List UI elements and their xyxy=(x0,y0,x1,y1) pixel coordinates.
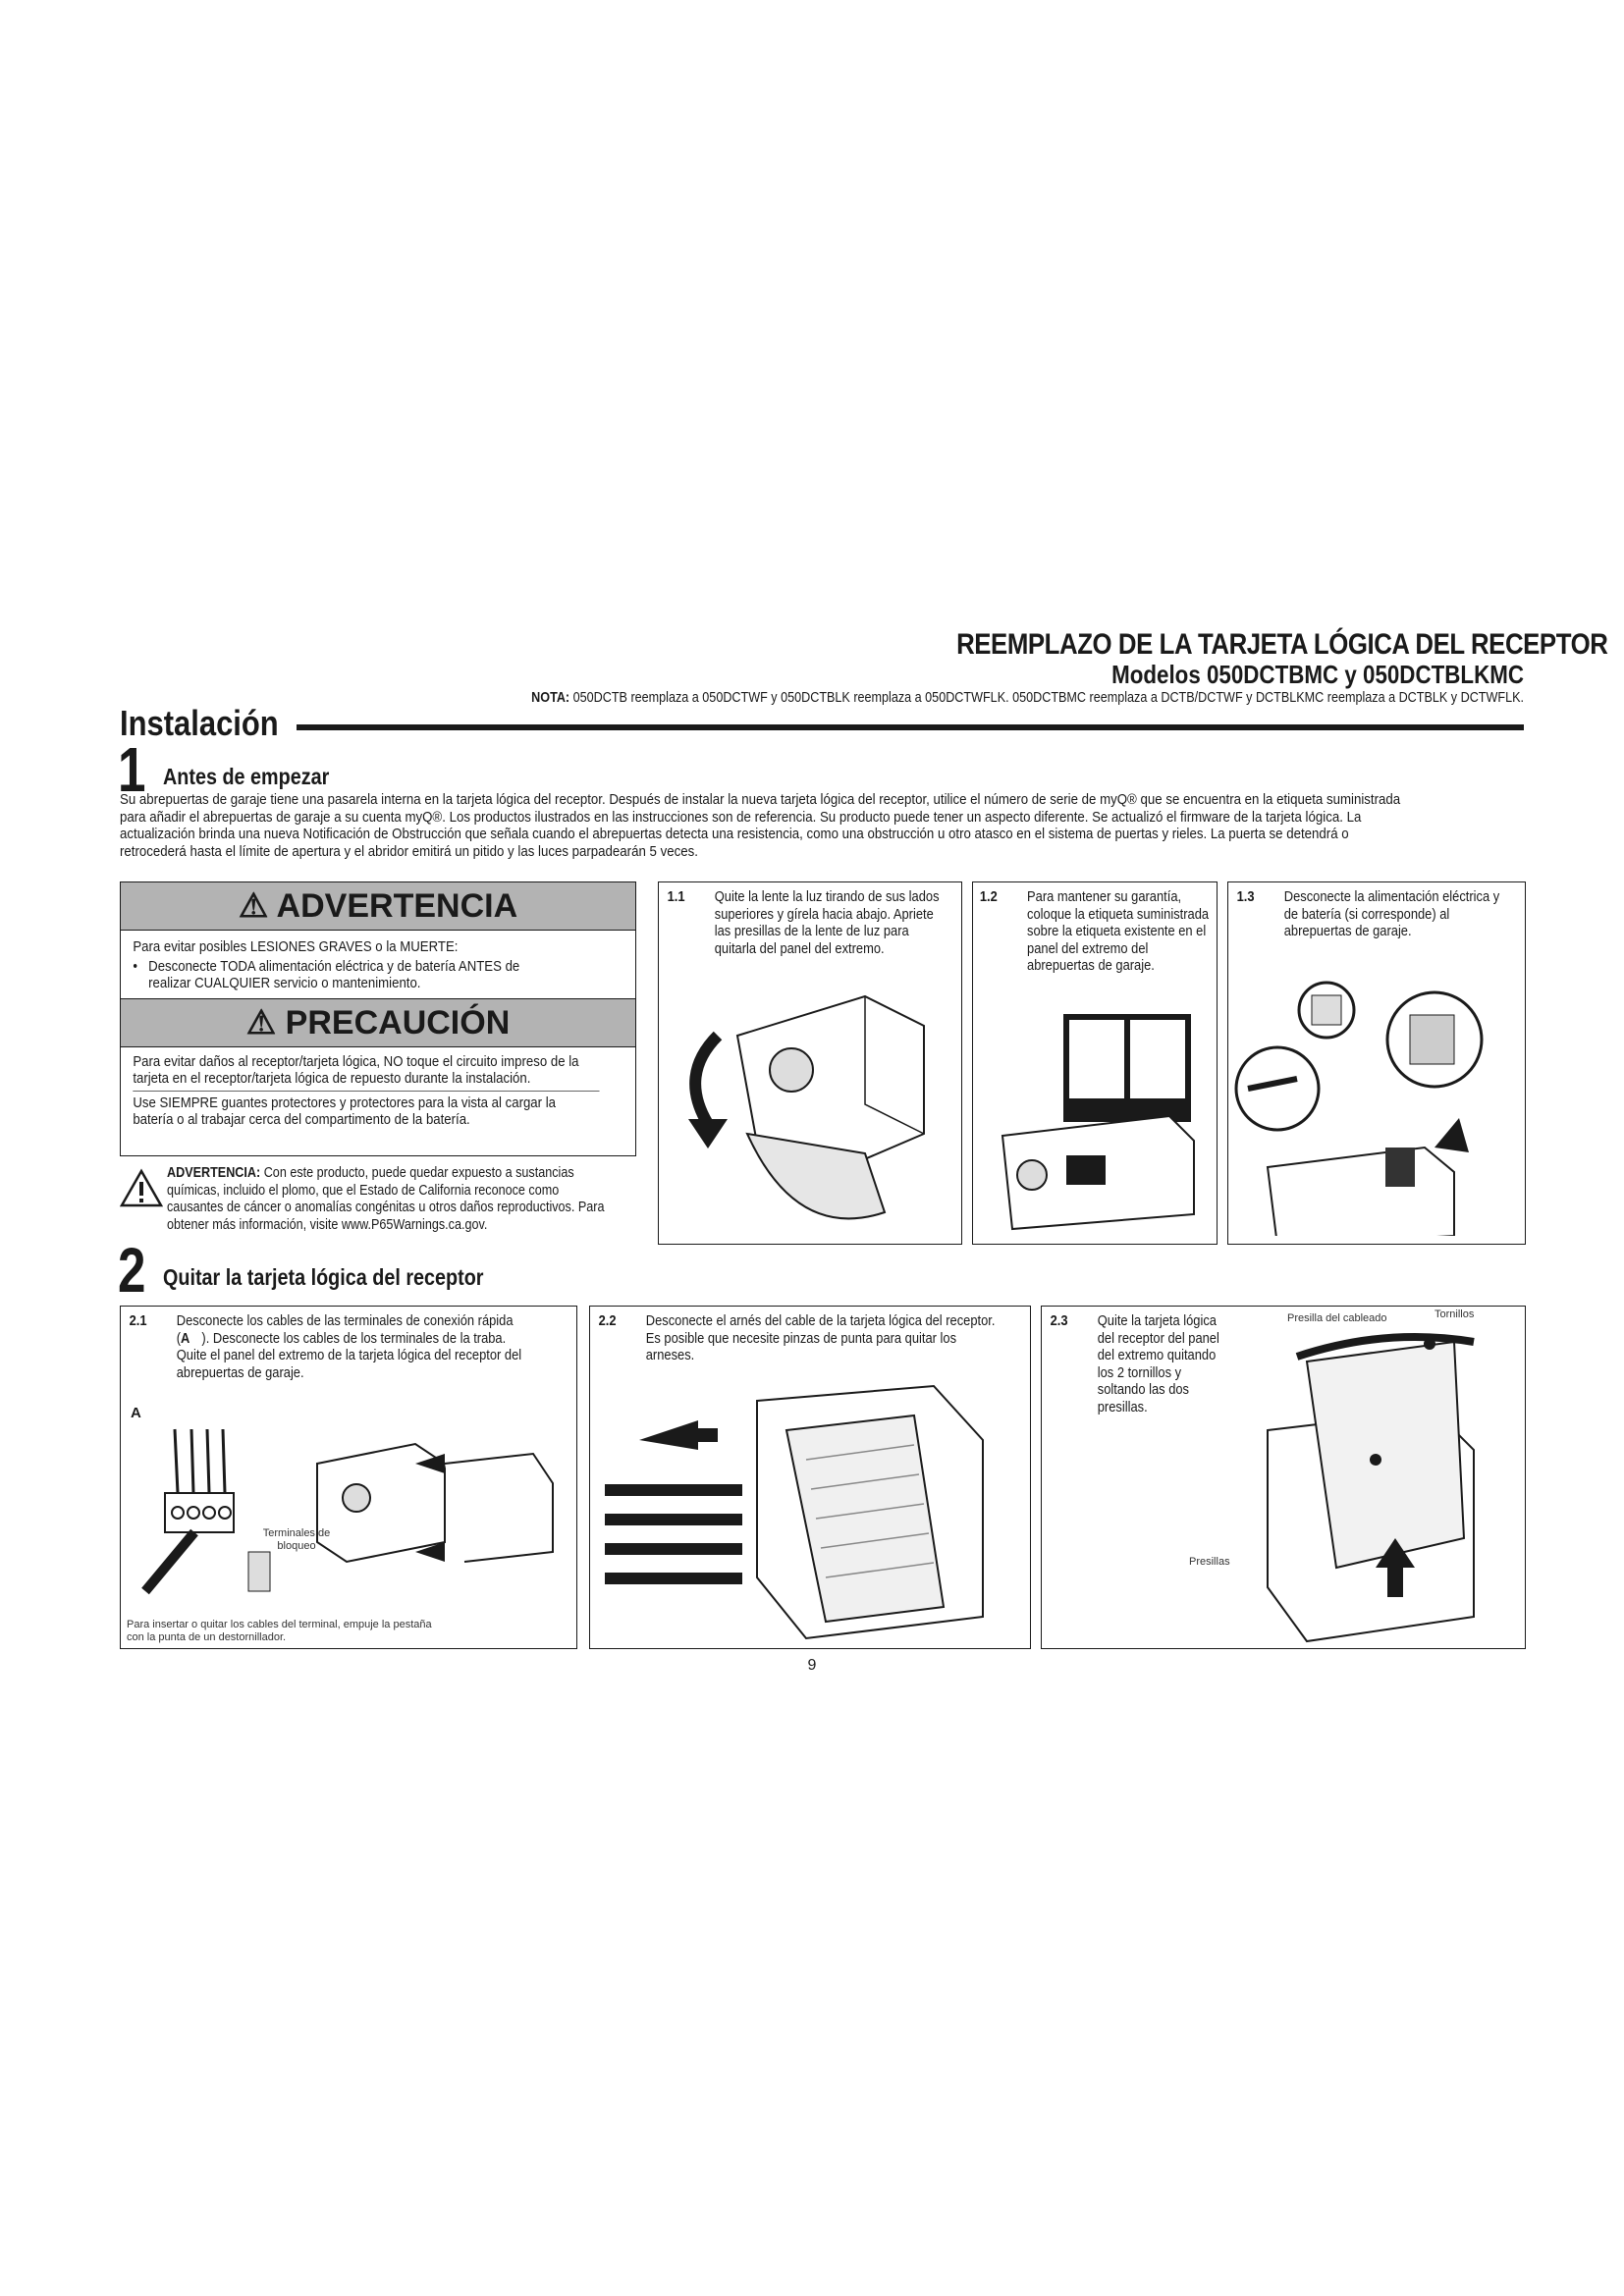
page-title: REEMPLAZO DE LA TARJETA LÓGICA DEL RECEPTOR xyxy=(956,628,1608,661)
step-2-1-desc-bold: A xyxy=(181,1329,190,1347)
step-2-1-desc-b: ). Desconecte los cables de los terminales de la traba. Quite el panel del extremo de la tarjeta lógica del receptor del abrepuertas de garaje. xyxy=(176,1329,522,1381)
step-2-1-desc-a: Desconecte los cables de las terminales de conexión rápida ( xyxy=(176,1312,514,1347)
warranty-label-illustration xyxy=(973,1008,1215,1244)
prop65-text-block xyxy=(167,1164,613,1233)
step-2-1-text xyxy=(121,1307,568,1387)
power-disconnect-illustration xyxy=(1228,981,1523,1236)
step-2-1-panel xyxy=(120,1306,577,1649)
step-2-3-num: 2.3 xyxy=(1050,1312,1068,1329)
step-1-3-text xyxy=(1228,882,1524,946)
caution-para2: Use SIEMPRE guantes protectores y protectores para la vista al cargar la batería o al trabajar cerca del compartimento de la batería. xyxy=(133,1094,556,1128)
step-1-2-num: 1.2 xyxy=(979,888,998,905)
step-1-3-num: 1.3 xyxy=(1236,888,1255,905)
caution-heading-text: PRECAUCIÓN xyxy=(285,1003,511,1041)
caution-triangle-icon: ⚠ xyxy=(245,1003,277,1041)
warning-heading-text: ADVERTENCIA xyxy=(276,887,518,925)
warning-triangle-icon: ⚠ xyxy=(238,887,269,925)
step2-number: 2 xyxy=(118,1235,146,1306)
step-1-3-panel xyxy=(1227,881,1526,1245)
warning-line: Para evitar posibles LESIONES GRAVES o la MUERTE: xyxy=(133,938,459,955)
step-2-1-num: 2.1 xyxy=(129,1312,147,1329)
step-2-2-num: 2.2 xyxy=(598,1312,617,1329)
warning-body xyxy=(121,931,628,998)
step1-title: Antes de empezar xyxy=(163,764,330,789)
step-2-3-desc: Quite la tarjeta lógica del receptor del panel del extremo quitando los 2 tornillos y soltando las dos presillas. xyxy=(1097,1312,1219,1415)
wire-harness-illustration xyxy=(590,1381,1028,1646)
quick-connect-terminals-illustration xyxy=(121,1424,574,1601)
page-number: 9 xyxy=(807,1657,817,1674)
step-2-2-panel xyxy=(589,1306,1031,1649)
prop65-label: ADVERTENCIA: xyxy=(167,1164,261,1181)
note-line xyxy=(516,689,1524,706)
safety-box xyxy=(120,881,636,1156)
step-1-1-text xyxy=(659,882,963,963)
light-lens-illustration xyxy=(659,977,959,1242)
step1-number: 1 xyxy=(118,734,146,805)
caution-heading xyxy=(121,998,635,1047)
caution-body xyxy=(121,1047,628,1135)
step-2-1-desc xyxy=(177,1312,540,1381)
warning-heading xyxy=(121,882,635,931)
section-title: Instalación xyxy=(120,703,279,743)
note-text: 050DCTB reemplaza a 050DCTWF y 050DCTBLK reemplaza a 050DCTWFLK. 050DCTBMC reemplaza a DCTB/DCTWF y DCTBLKMC reemplaza a DCTBLK y DCTWFLK. xyxy=(572,689,1524,706)
step-1-1-desc: Quite la lente la luz tirando de sus lados superiores y gírela hacia abajo. Apriete las presillas de la lente de luz para quitarla del panel del extremo. xyxy=(714,888,940,957)
terminal-caption: Para insertar o quitar los cables del terminal, empuje la pestaña con la punta de un destornillador. xyxy=(127,1619,432,1643)
step-1-1-num: 1.1 xyxy=(667,888,685,905)
step-2-2-text xyxy=(590,1307,1029,1370)
figure-label-a: A xyxy=(131,1405,141,1421)
step-1-1-panel xyxy=(658,881,962,1245)
screws-label: Tornillos xyxy=(1435,1308,1475,1320)
caution-para1: Para evitar daños al receptor/tarjeta lógica, NO toque el circuito impreso de la tarjeta en el receptor/tarjeta lógica de repuesto durante la instalación. xyxy=(133,1053,599,1092)
step-1-3-desc: Desconecte la alimentación eléctrica y de batería (si corresponde) al abrepuertas de garaje. xyxy=(1283,888,1500,939)
step-2-3-panel xyxy=(1041,1306,1526,1649)
terminals-label: Terminales de bloqueo xyxy=(262,1527,331,1552)
prop65-text: Con este producto, puede quedar expuesto a sustancias químicas, incluido el plomo, que el Estado de California reconoce como causantes de cáncer o anomalías congénitas u otros daños reproductivos. Para obtener más información, visite www.P65Warnings.ca.gov. xyxy=(167,1164,605,1233)
step1-intro: Su abrepuertas de garaje tiene una pasarela interna en la tarjeta lógica del receptor. Después de instalar la nueva tarjeta lógica del receptor, utilice el número de serie de myQ® que se encuentra en la etiqueta suministrada para añadir el abrepuertas de garaje a su cuenta myQ®. Los productos ilustrados en las instrucciones son de referencia. Su producto puede tener un aspecto diferente. Se actualizó el firmware de la tarjeta lógica. La actualización brinda una nueva Notificación de Obstrucción que señala cuando el abrepuertas detecta una resistencia, como una obstrucción u otro atasco en el sistema de puertas y rieles. La puerta se detendrá o retrocederá hasta el límite de apertura y el abridor emitirá un pitido y las luces parpadearán 5 veces. xyxy=(120,791,1401,860)
clips-label: Presillas xyxy=(1189,1556,1230,1568)
prop65-warning-icon xyxy=(120,1168,163,1207)
warning-bullet-text: Desconecte TODA alimentación eléctrica y de batería ANTES de realizar CUALQUIER servicio o mantenimiento. xyxy=(148,957,520,991)
step2-title: Quitar la tarjeta lógica del receptor xyxy=(163,1264,484,1290)
section-rule xyxy=(297,724,1524,730)
warning-bullet: • Desconecte TODA alimentación eléctrica y de batería ANTES de realizar CUALQUIER servicio o mantenimiento. xyxy=(133,958,617,992)
logic-board-removal-illustration xyxy=(1042,1322,1523,1646)
step-1-2-desc: Para mantener su garantía, coloque la etiqueta suministrada sobre la etiqueta existente en el panel del extremo del abrepuertas de garaje. xyxy=(1027,888,1210,974)
step-1-2-panel xyxy=(972,881,1218,1245)
step-1-2-text xyxy=(973,882,1223,981)
wire-clip-label: Presilla del cableado xyxy=(1287,1312,1387,1324)
step-2-2-desc: Desconecte el arnés del cable de la tarjeta lógica del receptor. Es posible que necesite pinzas de punta para quitar los arneses. xyxy=(645,1312,996,1363)
note-label: NOTA: xyxy=(531,689,570,706)
models-subtitle: Modelos 050DCTBMC y 050DCTBLKMC xyxy=(1111,660,1524,689)
